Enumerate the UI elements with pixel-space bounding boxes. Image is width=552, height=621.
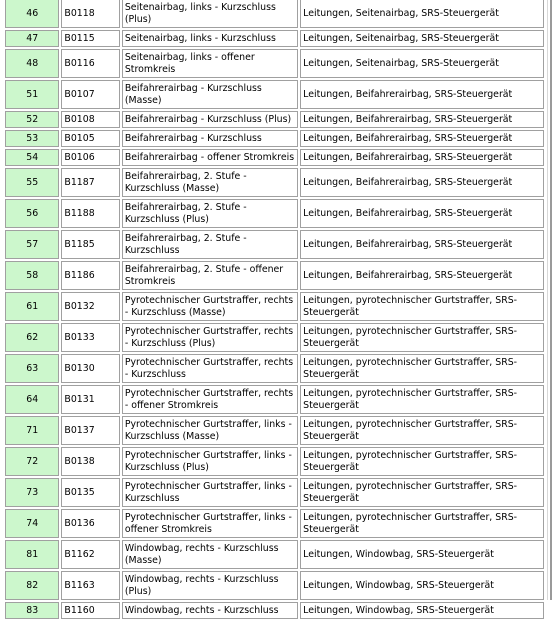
dtc-description-cell: Windowbag, rechts - Kurzschluss (Plus)	[122, 571, 298, 600]
dtc-description-cell: Beifahrerairbag - Kurzschluss (Masse)	[122, 80, 298, 109]
dtc-number-cell: 82	[5, 571, 59, 600]
table-row	[5, 447, 544, 476]
dtc-cause-cell: Leitungen, Seitenairbag, SRS-Steuergerät	[300, 30, 544, 47]
dtc-number-cell: 71	[5, 416, 59, 445]
dtc-code-cell: B0131	[61, 385, 119, 414]
dtc-cause-cell: Leitungen, pyrotechnischer Gurtstraffer, SRS-Steuergerät	[300, 354, 544, 383]
dtc-number-cell: 58	[5, 261, 59, 290]
dtc-code-cell: B0136	[61, 509, 119, 538]
dtc-description-cell: Beifahrerairbag, 2. Stufe - Kurzschluss (Plus)	[122, 199, 298, 228]
dtc-description-cell: Seitenairbag, links - Kurzschluss	[122, 30, 298, 47]
table-row	[5, 111, 544, 128]
dtc-code-cell: B0130	[61, 354, 119, 383]
dtc-description-cell: Pyrotechnischer Gurtstraffer, rechts - offener Stromkreis	[122, 385, 298, 414]
dtc-code-cell: B0107	[61, 80, 119, 109]
dtc-description-cell: Beifahrerairbag, 2. Stufe - Kurzschluss (Masse)	[122, 168, 298, 197]
dtc-cause-cell: Leitungen, pyrotechnischer Gurtstraffer, SRS-Steuergerät	[300, 416, 544, 445]
dtc-number-cell: 74	[5, 509, 59, 538]
dtc-cause-cell: Leitungen, pyrotechnischer Gurtstraffer, SRS-Steuergerät	[300, 478, 544, 507]
dtc-code-cell: B1188	[61, 199, 119, 228]
dtc-cause-cell: Leitungen, Beifahrerairbag, SRS-Steuergerät	[300, 130, 544, 147]
dtc-description-cell: Seitenairbag, links - Kurzschluss (Plus)	[122, 0, 298, 28]
dtc-code-cell: B1187	[61, 168, 119, 197]
dtc-description-cell: Windowbag, rechts - Kurzschluss (Masse)	[122, 540, 298, 569]
dtc-cause-cell: Leitungen, pyrotechnischer Gurtstraffer, SRS-Steuergerät	[300, 292, 544, 321]
table-row	[5, 49, 544, 78]
dtc-description-cell: Pyrotechnischer Gurtstraffer, rechts - Kurzschluss (Masse)	[122, 292, 298, 321]
dtc-description-cell: Seitenairbag, links - offener Stromkreis	[122, 49, 298, 78]
dtc-number-cell: 81	[5, 540, 59, 569]
dtc-number-cell: 54	[5, 149, 59, 166]
dtc-number-cell: 47	[5, 30, 59, 47]
dtc-cause-cell: Leitungen, Seitenairbag, SRS-Steuergerät	[300, 0, 544, 28]
dtc-cause-cell: Leitungen, Beifahrerairbag, SRS-Steuergerät	[300, 80, 544, 109]
dtc-description-cell: Beifahrerairbag - Kurzschluss	[122, 130, 298, 147]
table-row	[5, 354, 544, 383]
dtc-description-cell: Beifahrerairbag - Kurzschluss (Plus)	[122, 111, 298, 128]
dtc-code-cell: B0118	[61, 0, 119, 28]
dtc-code-cell: B0108	[61, 111, 119, 128]
dtc-number-cell: 57	[5, 230, 59, 259]
dtc-code-cell: B0138	[61, 447, 119, 476]
dtc-description-cell: Pyrotechnischer Gurtstraffer, links - offener Stromkreis	[122, 509, 298, 538]
dtc-cause-cell: Leitungen, Windowbag, SRS-Steuergerät	[300, 571, 544, 600]
dtc-number-cell: 46	[5, 0, 59, 28]
dtc-cause-cell: Leitungen, pyrotechnischer Gurtstraffer, SRS-Steuergerät	[300, 447, 544, 476]
dtc-number-cell: 56	[5, 199, 59, 228]
dtc-cause-cell: Leitungen, Windowbag, SRS-Steuergerät	[300, 540, 544, 569]
dtc-cause-cell: Leitungen, Beifahrerairbag, SRS-Steuergerät	[300, 199, 544, 228]
dtc-number-cell: 73	[5, 478, 59, 507]
table-row	[5, 199, 544, 228]
dtc-code-cell: B0137	[61, 416, 119, 445]
dtc-code-cell: B0116	[61, 49, 119, 78]
dtc-number-cell: 83	[5, 602, 59, 619]
table-row	[5, 130, 544, 147]
dtc-table-container	[3, 0, 546, 621]
dtc-number-cell: 64	[5, 385, 59, 414]
table-row	[5, 571, 544, 600]
dtc-cause-cell: Leitungen, pyrotechnischer Gurtstraffer, SRS-Steuergerät	[300, 509, 544, 538]
dtc-code-cell: B1162	[61, 540, 119, 569]
dtc-description-cell: Pyrotechnischer Gurtstraffer, links - Kurzschluss	[122, 478, 298, 507]
dtc-number-cell: 52	[5, 111, 59, 128]
dtc-code-cell: B0105	[61, 130, 119, 147]
dtc-code-cell: B0115	[61, 30, 119, 47]
table-row	[5, 261, 544, 290]
dtc-cause-cell: Leitungen, Beifahrerairbag, SRS-Steuergerät	[300, 230, 544, 259]
table-row	[5, 30, 544, 47]
dtc-description-cell: Windowbag, rechts - Kurzschluss	[122, 602, 298, 619]
dtc-code-cell: B1160	[61, 602, 119, 619]
dtc-code-cell: B0133	[61, 323, 119, 352]
dtc-number-cell: 61	[5, 292, 59, 321]
dtc-number-cell: 63	[5, 354, 59, 383]
dtc-code-cell: B0106	[61, 149, 119, 166]
table-row	[5, 149, 544, 166]
dtc-table	[3, 0, 546, 621]
dtc-cause-cell: Leitungen, Seitenairbag, SRS-Steuergerät	[300, 49, 544, 78]
dtc-description-cell: Pyrotechnischer Gurtstraffer, links - Kurzschluss (Masse)	[122, 416, 298, 445]
table-row	[5, 540, 544, 569]
dtc-description-cell: Pyrotechnischer Gurtstraffer, rechts - Kurzschluss	[122, 354, 298, 383]
dtc-cause-cell: Leitungen, pyrotechnischer Gurtstraffer, SRS-Steuergerät	[300, 385, 544, 414]
dtc-cause-cell: Leitungen, Beifahrerairbag, SRS-Steuergerät	[300, 261, 544, 290]
table-row	[5, 168, 544, 197]
dtc-cause-cell: Leitungen, Beifahrerairbag, SRS-Steuergerät	[300, 111, 544, 128]
table-row	[5, 323, 544, 352]
frame-inner-border	[547, 0, 548, 600]
dtc-code-cell: B1186	[61, 261, 119, 290]
dtc-description-cell: Beifahrerairbag - offener Stromkreis	[122, 149, 298, 166]
table-row	[5, 230, 544, 259]
table-row	[5, 416, 544, 445]
dtc-cause-cell: Leitungen, Beifahrerairbag, SRS-Steuergerät	[300, 149, 544, 166]
dtc-code-cell: B0132	[61, 292, 119, 321]
dtc-description-cell: Beifahrerairbag, 2. Stufe - offener Stromkreis	[122, 261, 298, 290]
dtc-number-cell: 55	[5, 168, 59, 197]
table-row	[5, 292, 544, 321]
dtc-cause-cell: Leitungen, Beifahrerairbag, SRS-Steuergerät	[300, 168, 544, 197]
table-row	[5, 478, 544, 507]
dtc-cause-cell: Leitungen, pyrotechnischer Gurtstraffer, SRS-Steuergerät	[300, 323, 544, 352]
table-row	[5, 80, 544, 109]
dtc-number-cell: 62	[5, 323, 59, 352]
dtc-description-cell: Beifahrerairbag, 2. Stufe - Kurzschluss	[122, 230, 298, 259]
dtc-code-cell: B1185	[61, 230, 119, 259]
dtc-cause-cell: Leitungen, Windowbag, SRS-Steuergerät	[300, 602, 544, 619]
dtc-number-cell: 51	[5, 80, 59, 109]
dtc-number-cell: 53	[5, 130, 59, 147]
dtc-code-cell: B1163	[61, 571, 119, 600]
table-row	[5, 0, 544, 28]
dtc-number-cell: 72	[5, 447, 59, 476]
dtc-description-cell: Pyrotechnischer Gurtstraffer, links - Kurzschluss (Plus)	[122, 447, 298, 476]
dtc-number-cell: 48	[5, 49, 59, 78]
table-row	[5, 385, 544, 414]
dtc-table-body	[5, 0, 544, 619]
dtc-code-cell: B0135	[61, 478, 119, 507]
table-row	[5, 602, 544, 619]
dtc-description-cell: Pyrotechnischer Gurtstraffer, rechts - Kurzschluss (Plus)	[122, 323, 298, 352]
table-row	[5, 509, 544, 538]
